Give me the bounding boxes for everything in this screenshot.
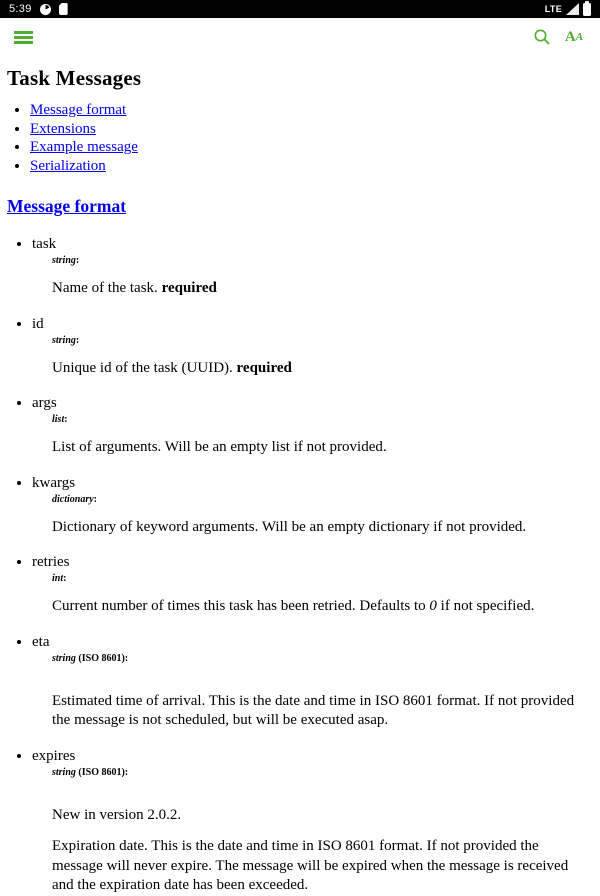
text-size-big-glyph: A — [564, 28, 576, 45]
field-item — [32, 394, 588, 458]
toc-link[interactable]: Example message — [30, 139, 138, 156]
notification-rect-icon — [59, 3, 68, 15]
field-item — [32, 553, 588, 617]
field-type: string: — [52, 334, 80, 346]
signal-triangle-icon — [566, 3, 579, 15]
field-description: Expiration date. This is the date and time in ISO 8601 format. If not provided the message will never expire. The message will be expired when the message is received and the expiration date has been exceeded. — [52, 838, 569, 894]
field-term: • id — [32, 315, 44, 332]
field-term: • kwargs — [32, 474, 76, 491]
field-term: • expires — [32, 747, 76, 764]
toc-list — [7, 101, 588, 175]
field-item — [32, 474, 588, 538]
toc-item — [30, 120, 588, 139]
section-heading — [7, 192, 588, 219]
field-item — [32, 747, 588, 896]
field-item — [32, 315, 588, 379]
section-heading-link[interactable]: Message format — [7, 196, 127, 217]
search-icon[interactable] — [530, 28, 554, 46]
field-description: Dictionary of keyword arguments. Will be an empty dictionary if not provided. — [52, 518, 527, 535]
carrier-label: LTE — [544, 4, 562, 14]
status-time: 5:39 — [9, 3, 32, 15]
notification-circle-icon — [40, 4, 51, 15]
field-description: Unique id of the task (UUID). required — [52, 359, 292, 376]
toc-link[interactable]: Message format — [30, 102, 127, 118]
status-bar — [0, 0, 600, 18]
field-term: • args — [32, 395, 57, 412]
field-description: Name of the task. required — [52, 280, 217, 297]
battery-icon — [583, 3, 591, 16]
field-type: dictionary: — [52, 493, 98, 505]
app-toolbar — [0, 18, 600, 56]
page-title: Task Messages — [7, 66, 142, 90]
field-type: string (ISO 8601): — [52, 652, 129, 664]
field-type: string: — [52, 255, 80, 267]
field-term: • retries — [32, 554, 70, 571]
field-term: • eta — [32, 633, 50, 650]
field-description: New in version 2.0.2. — [52, 806, 182, 823]
document-content — [0, 56, 600, 896]
field-description: List of arguments. Will be an empty list if not provided. — [52, 439, 387, 456]
text-size-icon[interactable] — [562, 30, 586, 45]
toc-link[interactable]: Serialization — [30, 157, 106, 174]
field-type: int: — [52, 573, 67, 585]
text-size-small-glyph: A — [575, 30, 584, 43]
field-list — [7, 235, 588, 896]
field-item — [32, 633, 588, 731]
field-item — [32, 235, 588, 299]
toc-item — [30, 157, 588, 176]
field-term: • task — [32, 236, 57, 253]
hamburger-menu-icon[interactable] — [14, 29, 33, 46]
toc-item — [30, 138, 588, 157]
field-type: list: — [52, 414, 68, 426]
toc-link[interactable]: Extensions — [30, 120, 96, 137]
toc-item — [30, 101, 588, 120]
field-description: Current number of times this task has been retried. Defaults to 0 if not specified. — [52, 598, 535, 615]
field-type: string (ISO 8601): — [52, 766, 129, 778]
field-description: Estimated time of arrival. This is the date and time in ISO 8601 format. If not provided the message is not scheduled, but will be executed asap. — [52, 692, 575, 729]
